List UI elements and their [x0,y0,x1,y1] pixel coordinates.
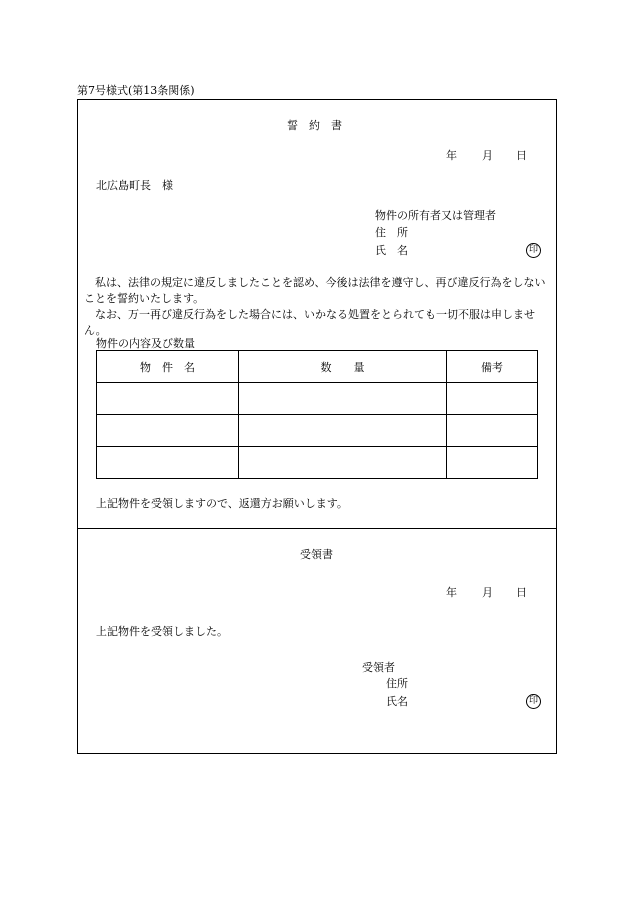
pledge-body-paragraph-2: なお、万一再び違反行為をした場合には、いかなる処置をとられても一切不服は申しません。 [84,308,535,337]
pledge-seal-mark: 印 [526,243,541,258]
table-row [97,447,538,479]
pledge-date-year: 年 [446,149,457,162]
table-cell [447,447,538,479]
table-caption: 物件の内容及び数量 [96,337,195,350]
receipt-date-year: 年 [446,586,457,599]
receipt-title: 受領書 [300,548,333,561]
pledge-date-month: 月 [482,149,493,162]
receiver-label: 受領者 [362,661,395,674]
receipt-date-month: 月 [482,586,493,599]
table-cell [239,447,447,479]
table-row [97,415,538,447]
form-number-label: 第7号様式(第13条関係) [77,84,195,97]
receiver-address-label: 住所 [386,677,408,690]
section-divider [77,528,557,529]
table-cell [239,415,447,447]
receipt-statement: 上記物件を受領しました。 [96,625,228,638]
header-remarks: 備考 [447,351,538,383]
table-cell [447,383,538,415]
pledge-date-day: 日 [516,149,527,162]
table-cell [97,447,239,479]
return-request-text: 上記物件を受領しますので、返還方お願いします。 [96,497,348,510]
table-cell [447,415,538,447]
pledge-title: 誓 約 書 [287,119,342,132]
owner-label: 物件の所有者又は管理者 [375,209,496,222]
items-table [96,350,538,479]
table-header-row [97,351,538,383]
header-quantity: 数 量 [239,351,447,383]
header-item-name: 物 件 名 [97,351,239,383]
receipt-date-day: 日 [516,586,527,599]
table-cell [97,383,239,415]
owner-name-label: 氏 名 [375,244,408,257]
table-cell [97,415,239,447]
table-row [97,383,538,415]
pledge-body-paragraph-1: 私は、法律の規定に違反しましたことを認め、今後は法律を遵守し、再び違反行為をしないことを誓約いたします。 [84,276,546,305]
owner-address-label: 住 所 [375,226,408,239]
receipt-seal-mark: 印 [526,694,541,709]
addressee: 北広島町長 様 [96,179,173,192]
receiver-name-label: 氏名 [386,695,408,708]
table-cell [239,383,447,415]
